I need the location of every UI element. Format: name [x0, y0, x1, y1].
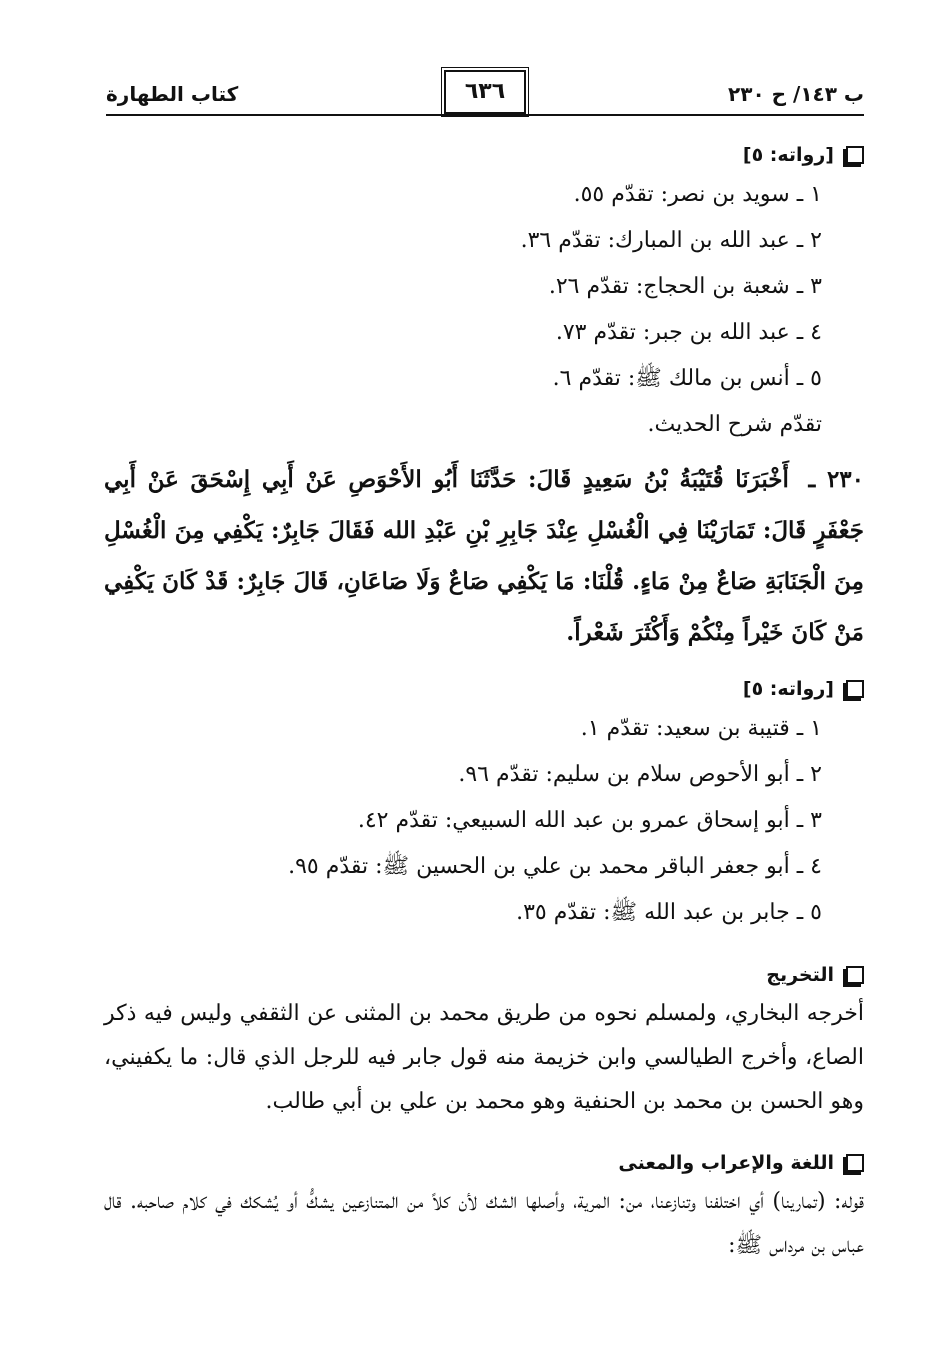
narrator-item: ٣ ـ شعبة بن الحجاج: تقدّم ٢٦.	[548, 274, 822, 299]
narrators-heading-2	[104, 672, 864, 706]
narrator-item: ٥ ـ جابر بن عبد الله ﷺ: تقدّم ٣٥.	[516, 900, 822, 925]
square-bullet-icon	[846, 966, 864, 984]
page-header	[106, 68, 864, 116]
narrators-heading-1	[104, 138, 864, 172]
narrator-item: ٤ ـ عبد الله بن جبر: تقدّم ٧٣.	[555, 320, 822, 345]
hadith-reference: ب ١٤٣/ ح ٢٣٠	[728, 82, 864, 106]
page-number: ٦٣٦	[444, 70, 526, 114]
narrator-item: ١ ـ قتيبة بن سعيد: تقدّم ١.	[580, 716, 822, 741]
narrator-item: ٢ ـ أبو الأحوص سلام بن سليم: تقدّم ٩٦.	[458, 762, 822, 787]
narrator-item: ٤ ـ أبو جعفر الباقر محمد بن علي بن الحسين ﷺ: تقدّم ٩٥.	[288, 854, 822, 879]
narrator-item: ١ ـ سويد بن نصر: تقدّم ٥٥.	[573, 182, 822, 207]
hadith-text	[104, 454, 864, 658]
narrators-list-1	[104, 172, 864, 402]
page-body	[104, 138, 864, 1268]
square-bullet-icon	[846, 680, 864, 698]
square-bullet-icon	[846, 1154, 864, 1172]
narrator-item: ٥ ـ أنس بن مالك ﷺ: تقدّم ٦.	[552, 366, 822, 391]
square-bullet-icon	[846, 146, 864, 164]
book-title: كتاب الطهارة	[106, 82, 239, 106]
language-heading-label: اللغة والإعراب والمعنى	[618, 1152, 834, 1174]
narrators-heading-label: [رواته: ٥]	[742, 144, 834, 166]
takhrij-heading-label: التخريج	[766, 964, 834, 986]
hadith-number: ٢٣٠ ـ	[808, 466, 864, 493]
explanation-note: تقدّم شرح الحديث.	[647, 412, 822, 437]
takhrij-text: أخرجه البخاري، ولمسلم نحوه من طريق محمد بن المثنى عن الثقفي وليس فيه ذكر الصاع، وأخرج الطيالسي وابن خزيمة منه قول جابر فيه للرجل الذي قال: ما يكفيني، وهو الحسن بن محمد بن الحنفية وهو محمد بن علي بن أبي طالب.	[104, 1001, 864, 1114]
narrators-list-2	[104, 706, 864, 936]
language-text: قوله: (تمارينا) أي اختلفنا وتنازعنا، من: المرية، وأصلها الشك لأن كلاً من المتنازعين يشكُّ أو يُشكك في كلام صاحبه. قال عباس بن مرداس ﷺ:	[104, 1189, 864, 1258]
narrator-item: ٣ ـ أبو إسحاق عمرو بن عبد الله السبيعي: تقدّم ٤٢.	[357, 808, 822, 833]
narrators-heading-label: [رواته: ٥]	[742, 678, 834, 700]
hadith-body: أَخْبَرَنَا قُتَيْبَةُ بْنُ سَعِيدٍ قَالَ: حَدَّثَنَا أَبُو الأَحْوَصِ عَنْ أَبِي إِسْحَقَ عَنْ أَبِي جَعْفَرٍ قَالَ: تَمَارَيْنَا فِي الْغُسْلِ عِنْدَ جَابِرِ بْنِ عَبْدِ الله فَقَالَ جَابِرٌ: يَكْفِي مِنَ الْغُسْلِ مِنَ الْجَنَابَةِ صَاعٌ مِنْ مَاءٍ. قُلْنَا: مَا يَكْفِي صَاعٌ وَلَا صَاعَانِ، قَالَ جَابِرٌ: قَدْ كَانَ يَكْفِي مَنْ كَانَ خَيْراً مِنْكُمْ وَأَكْثَرَ شَعْراً.	[104, 466, 864, 646]
narrator-item: ٢ ـ عبد الله بن المبارك: تقدّم ٣٦.	[520, 228, 822, 253]
language-heading	[104, 1146, 864, 1180]
takhrij-heading	[104, 958, 864, 992]
